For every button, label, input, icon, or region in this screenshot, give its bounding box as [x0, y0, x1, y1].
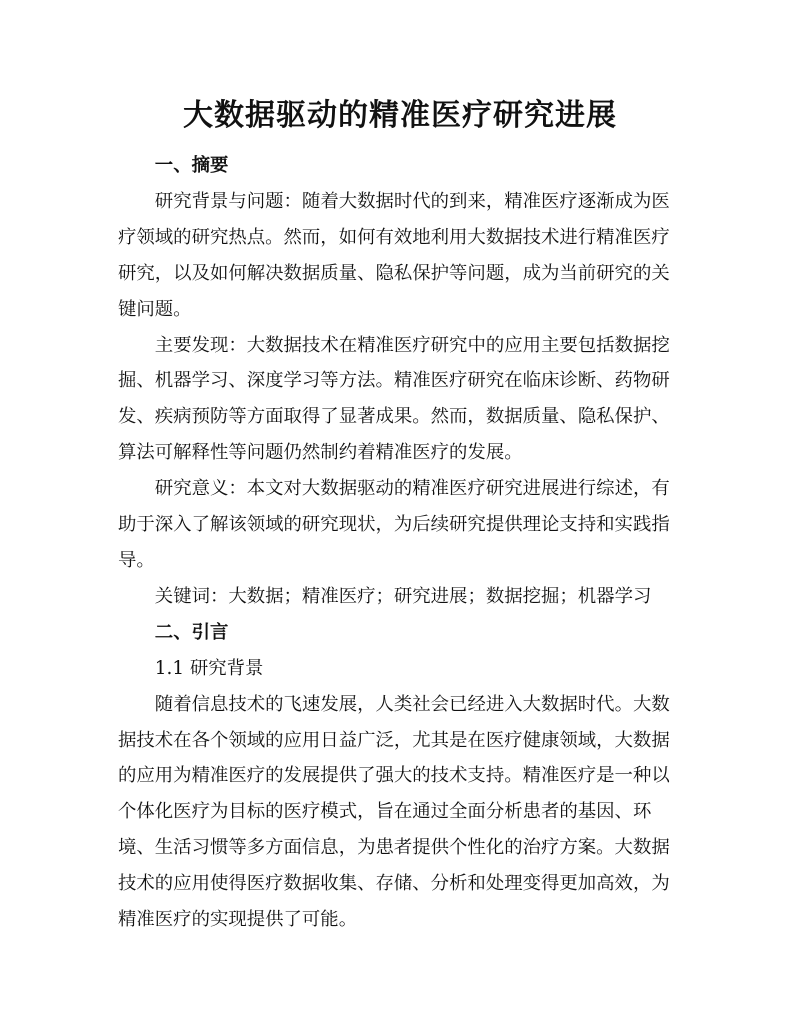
section-heading-abstract: 一、摘要	[154, 155, 229, 176]
abstract-background-paragraph: 研究背景与问题：随着大数据时代的到来，精准医疗逐渐成为医疗领域的研究热点。然而，如何有效地利用大数据技术进行精准医疗研究，以及如何解决数据质量、隐私保护等问题，成为当前研究的关键问题。	[118, 190, 670, 320]
document-body	[118, 148, 678, 938]
intro-background-paragraph: 随着信息技术的飞速发展，人类社会已经进入大数据时代。大数据技术在各个领域的应用日益广泛，尤其是在医疗健康领域，大数据的应用为精准医疗的发展提供了强大的技术支持。精准医疗是一种以个体化医疗为目标的医疗模式，旨在通过全面分析患者的基因、环境、生活习惯等多方面信息，为患者提供个性化的治疗方案。大数据技术的应用使得医疗数据收集、存储、分析和处理变得更加高效，为精准医疗的实现提供了可能。	[118, 693, 670, 931]
keywords-line: 关键词：大数据；精准医疗；研究进展；数据挖掘；机器学习	[154, 585, 652, 607]
abstract-significance-paragraph: 研究意义：本文对大数据驱动的精准医疗研究进展进行综述，有助于深入了解该领域的研究现状，为后续研究提供理论支持和实践指导。	[118, 478, 670, 571]
subsection-heading-background: 1.1 研究背景	[154, 657, 264, 679]
abstract-findings-paragraph: 主要发现：大数据技术在精准医疗研究中的应用主要包括数据挖掘、机器学习、深度学习等方法。精准医疗研究在临床诊断、药物研发、疾病预防等方面取得了显著成果。然而，数据质量、隐私保护、算法可解释性等问题仍然制约着精准医疗的发展。	[118, 334, 670, 464]
document-title: 大数据驱动的精准医疗研究进展	[183, 98, 617, 133]
section-heading-intro: 二、引言	[154, 621, 229, 643]
